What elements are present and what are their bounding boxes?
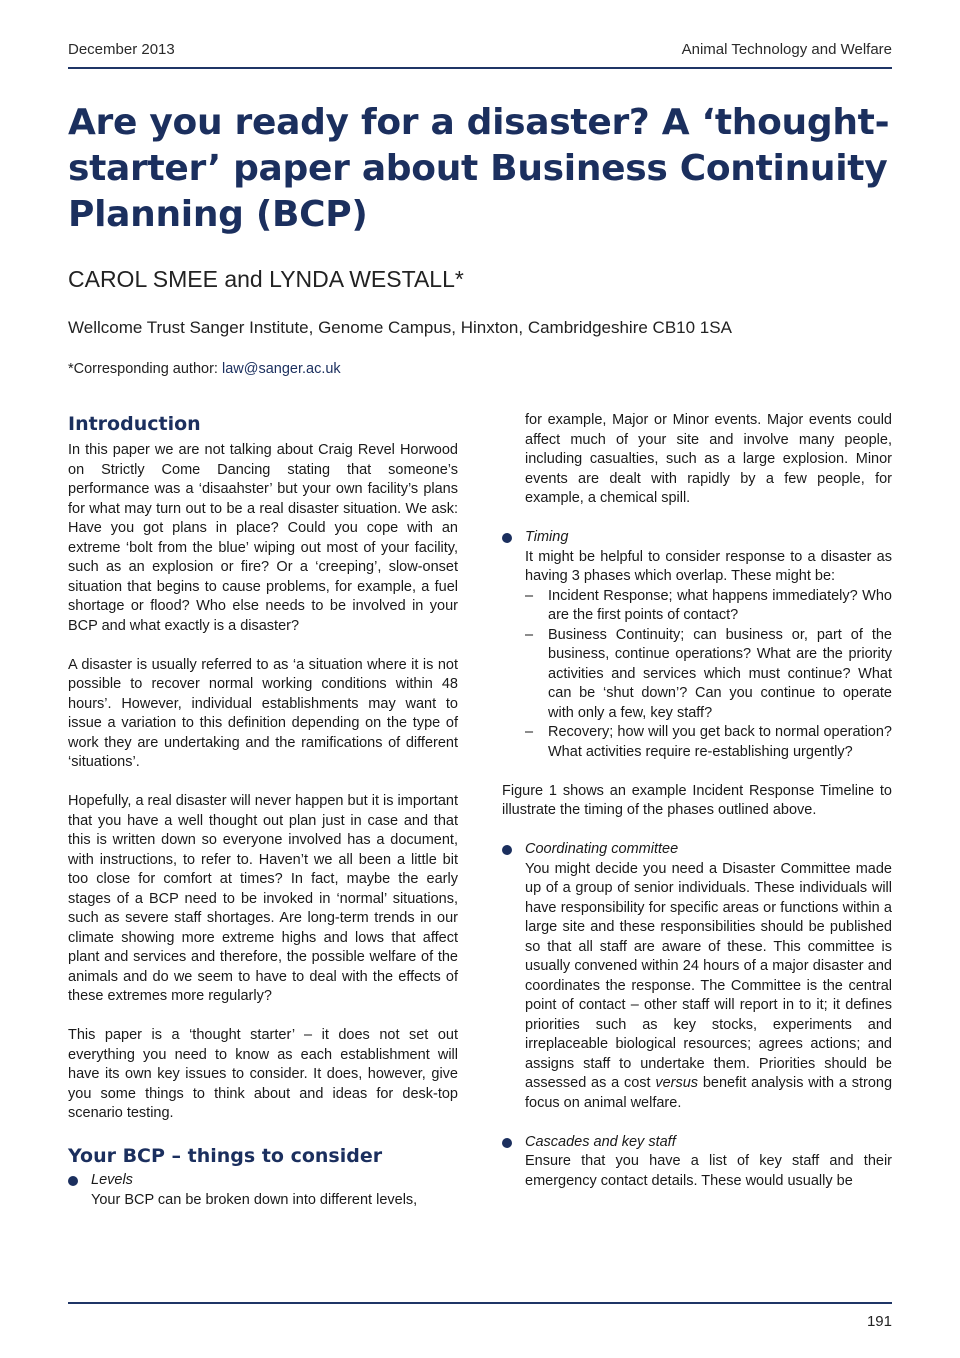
affiliation: Wellcome Trust Sanger Institute, Genome Campus, Hinxton, Cambridgeshire CB10 1SA: [68, 318, 732, 337]
dash-mark: –: [525, 587, 534, 604]
paper-page: [68, 0, 892, 1358]
corresponding-email-link[interactable]: law@sanger.ac.uk: [221, 361, 341, 377]
dash-mark: –: [525, 724, 534, 740]
dash-text: Incident Response; what happens immediately? Who are the first points of contact?: [548, 587, 892, 623]
section-heading-your-bcp: Your BCP – things to consider: [68, 1145, 383, 1167]
right-column: [502, 411, 892, 1191]
paragraph: Hopefully, a real disaster will never happen but it is important that you have a well thought out plan just in case and that this is written down so everyone involved has a document, with instructions, to refer to. Haven’t we all been a little bit too close for comfort at times? In fact, maybe the early stages of a BCP need to be invoked in ‘normal’ situations, such as severe staff shortages. Are long-term trends in our climate showing more extreme highs and lows that affect plant and services and therefore, the possible welfare of the animals and do we seem to have to deal with the effects of these extremes more regularly?: [68, 793, 458, 1004]
bullet-dot-icon: [502, 1138, 512, 1148]
bullet-body-text: benefit analysis with a strong focus on animal welfare.: [525, 1075, 893, 1111]
bullet-title: Timing: [525, 529, 569, 545]
bullet-body-text: You might decide you need a Disaster Committee made up of a group of senior individuals. These individuals will have responsibility for specific areas or functions within a large site and these responsibilities should be published so that all staff are aware of these. This committee is usually convened within 24 hours of a major disaster and coordinates the response. The Committee is the central point of contact – other staff will report in to it; it defines priorities such as key stocks, experiments and irreplaceable biological resources; agrees actions; and assigns staff to undertake them. Priorities should be assessed as a cost: [525, 860, 892, 1091]
dash-mark: –: [525, 626, 534, 643]
bullet-body: It might be helpful to consider response to a disaster as having 3 phases which overlap. These might be:: [525, 548, 892, 584]
bullet-dot-icon: [68, 1176, 78, 1186]
bullet-body: Ensure that you have a list of key staff and their emergency contact details. These would usually be: [525, 1153, 892, 1189]
section-heading-introduction: Introduction: [68, 413, 201, 435]
bullet-levels-continued: [502, 411, 892, 509]
bullet-title: Levels: [91, 1172, 133, 1188]
footer-rule: [68, 1302, 892, 1304]
dash-text: Recovery; how will you get back to normal operation? What activities require re-establishing urgently?: [548, 724, 892, 760]
bullet-body: for example, Major or Minor events. Major events could affect much of your site and involve many people, including casualties, such as a large explosion. Minor events are dealt with rapidly by a few people, for example, a chemical spill.: [525, 412, 892, 506]
paragraph: In this paper we are not talking about Craig Revel Horwood on Strictly Come Dancing stating that someone’s performance was a ‘disaahster’ but your own facility’s plans for what may turn out to be a real disaster situation. We ask: Have you got plans in place? Could you cope with an extreme ‘bolt from the blue’ wiping out most of your facility, such as an explosion or fire? Or a ‘creeping’, slow-onset situation that begins to cause problems, for example, a fuel shortage or flood? Who else needs to be involved in your BCP and what exactly is a disaster?: [68, 442, 458, 634]
bullet-dot-icon: [502, 845, 512, 855]
dash-item: [525, 626, 892, 724]
corresponding-author: [68, 361, 341, 377]
bullet-title: Cascades and key staff: [525, 1133, 676, 1150]
left-column: [68, 411, 458, 1210]
article-title: Are you ready for a disaster? A ‘thought-starter’ paper about Business Continuity Planning (BCP): [68, 102, 890, 235]
figure-reference-paragraph: Figure 1 shows an example Incident Response Timeline to illustrate the timing of the phases outlined above.: [502, 782, 892, 818]
bullet-body: Your BCP can be broken down into different levels,: [91, 1191, 418, 1208]
dash-item: [525, 587, 892, 626]
bullet-coordinating-committee: [502, 840, 892, 1113]
header-journal: Animal Technology and Welfare: [681, 41, 892, 58]
bullet-dot-icon: [502, 533, 512, 543]
dash-item: [525, 723, 892, 762]
dash-text: Business Continuity; can business or, part of the business, continue operations? What are the priority activities and services which must continue? What can be ‘shut down’? Can you continue to operate with only a few, key staff?: [548, 626, 892, 721]
paragraph: This paper is a ‘thought starter’ – it does not set out everything you need to know as each establishment will have its own key issues to consider. It does, however, give you some things to think about and ideas for desk-top scenario testing.: [68, 1027, 458, 1121]
bullet-levels: [68, 1171, 458, 1210]
header-rule: [68, 67, 892, 69]
authors: CAROL SMEE and LYNDA WESTALL*: [68, 266, 464, 292]
bullet-body: [525, 860, 892, 1114]
corresponding-label: *Corresponding author:: [68, 361, 222, 377]
paragraph: A disaster is usually referred to as ‘a situation where it is not possible to recover normal working conditions within 48 hours’. However, individual establishments may want to issue a variation to this definition depending on the type of work they are undertaking and the ramifications of different ‘situations’.: [68, 656, 458, 770]
bullet-timing: [502, 528, 892, 762]
header-date: December 2013: [68, 41, 175, 58]
bullet-body-italic: versus: [655, 1075, 699, 1091]
bullet-title: Coordinating committee: [525, 841, 679, 857]
page-number: 191: [866, 1313, 892, 1330]
bullet-cascades: [502, 1133, 892, 1192]
